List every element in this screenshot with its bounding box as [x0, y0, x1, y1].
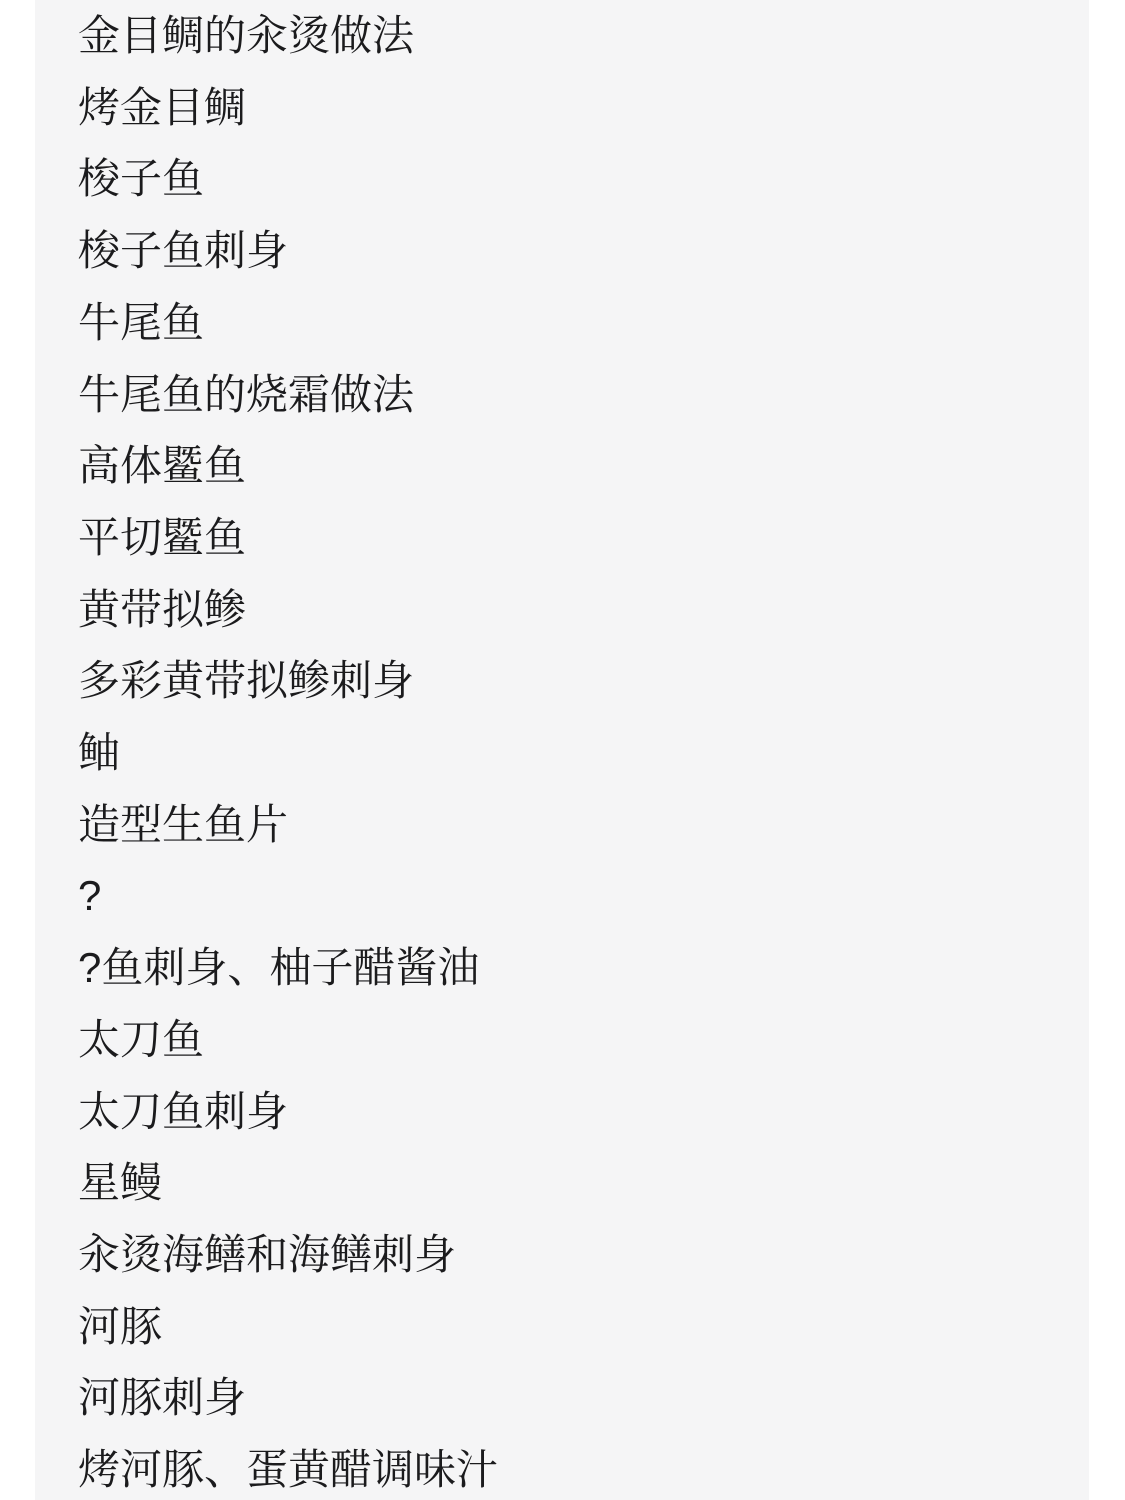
entry-line: 汆烫海鳝和海鳝刺身: [78, 1230, 457, 1278]
entry-line: 太刀鱼: [78, 1015, 205, 1063]
entry-line: 河豚刺身: [78, 1374, 247, 1422]
entry-list: [35, 0, 1089, 1500]
entry-line: 平切𬶨鱼: [78, 513, 247, 561]
entry-line: 梭子鱼刺身: [78, 227, 289, 275]
entry-line: 烤金目鲷: [78, 83, 247, 131]
entry-line: 造型生鱼片: [78, 800, 289, 848]
entry-line: 多彩黄带拟鲹刺身: [78, 657, 415, 705]
entry-line: 太刀鱼刺身: [78, 1087, 289, 1135]
entry-line: 金目鲷的汆烫做法: [78, 12, 415, 59]
entry-line: 梭子鱼: [78, 155, 205, 203]
entry-line: 鲉: [78, 729, 121, 777]
entry-line: 烤河豚、蛋黄醋调味汁: [78, 1446, 499, 1494]
entry-line: 牛尾鱼的烧霜做法: [78, 370, 415, 418]
page-content-area: [35, 0, 1089, 1500]
entry-line: ?: [78, 872, 102, 920]
entry-line: 高体𬶨鱼: [78, 442, 247, 490]
entry-line: ?鱼刺身、柚子醋酱油: [78, 944, 480, 992]
entry-line: 牛尾鱼: [78, 298, 205, 346]
entry-line: 星鳗: [78, 1159, 163, 1207]
entry-line: 河豚: [78, 1302, 163, 1350]
entry-line: 黄带拟鲹: [78, 585, 247, 633]
